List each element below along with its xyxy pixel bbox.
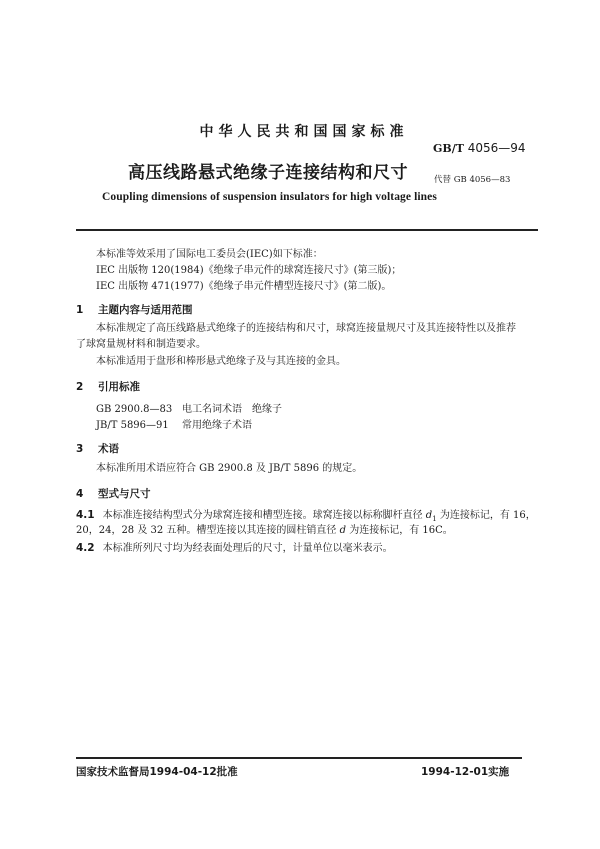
reference-title: 常用绝缘子术语 [182, 420, 252, 431]
standard-code [433, 141, 526, 155]
intro-line-1: 本标准等效采用了国际电工委员会(IEC)如下标准： [96, 249, 323, 260]
section-number: 1 [76, 304, 84, 316]
section-1-paragraph-1-cont: 了球窝量规材料和制造要求。 [76, 339, 206, 350]
reference-item [96, 418, 252, 434]
clause-number: 4.1 [76, 509, 95, 521]
footer-divider [76, 757, 522, 759]
section-heading-1 [76, 302, 193, 317]
clause-text: 本标准连接结构型式分为球窝连接和槽型连接。球窝连接以标称脚杆直径 [102, 510, 423, 521]
section-1-paragraph-1: 本标准规定了高压线路悬式绝缘子的连接结构和尺寸，球窝连接量规尺寸及其连接特性以及推荐 [96, 323, 516, 334]
section-title: 引用标准 [98, 381, 140, 393]
section-number: 3 [76, 443, 84, 455]
header-divider [76, 229, 538, 231]
reference-title: 电工名词术语 绝缘子 [182, 404, 282, 415]
section-title: 术语 [98, 443, 119, 455]
section-title: 主题内容与适用范围 [98, 304, 193, 316]
replaces-standard: 代替 GB 4056—83 [434, 175, 511, 185]
section-number: 4 [76, 488, 84, 500]
section-3-paragraph: 本标准所用术语应符合 GB 2900.8 及 JB/T 5896 的规定。 [96, 463, 363, 474]
clause-number: 4.2 [76, 542, 95, 554]
reference-item [96, 402, 282, 418]
national-standard-label: 中华人民共和国国家标准 [199, 124, 409, 140]
intro-line-2: IEC 出版物 120(1984)《绝缘子串元件的球窝连接尺寸》(第三版)； [96, 265, 402, 276]
clause-4-2 [76, 540, 393, 557]
clause-text: 20，24，28 及 32 五种。槽型连接以其连接的圆柱销直径 [76, 525, 337, 536]
approval-info: 国家技术监督局1994-04-12批准 [76, 766, 238, 778]
intro-line-3: IEC 出版物 471(1977)《绝缘子串元件槽型连接尺寸》(第二版)。 [96, 281, 392, 292]
section-title: 型式与尺寸 [98, 488, 151, 500]
clause-text: 为连接标记，有 16C。 [349, 525, 453, 536]
reference-code: JB/T 5896—91 [96, 420, 169, 431]
section-heading-3 [76, 441, 119, 456]
document-title-cn: 高压线路悬式绝缘子连接结构和尺寸 [128, 163, 408, 183]
reference-code: GB 2900.8—83 [96, 404, 173, 415]
standard-code-prefix: GB/T [433, 142, 464, 155]
clause-text: 本标准所列尺寸均为经表面处理后的尺寸，计量单位以毫米表示。 [102, 543, 393, 554]
standard-code-number: 4056—94 [467, 141, 526, 155]
section-heading-2 [76, 379, 140, 394]
section-heading-4 [76, 486, 151, 501]
section-1-paragraph-2: 本标准适用于盘形和棒形悬式绝缘子及与其连接的金具。 [96, 356, 346, 367]
diameter-subscript: 1 [432, 515, 437, 523]
document-title-en: Coupling dimensions of suspension insulators for high voltage lines [102, 191, 437, 203]
section-number: 2 [76, 381, 84, 393]
pin-diameter-symbol: d [339, 525, 347, 536]
implementation-date: 1994-12-01实施 [421, 766, 510, 778]
clause-text: 为连接标记，有 16， [439, 510, 536, 521]
clause-4-1-cont [76, 523, 453, 539]
diameter-symbol: d [425, 510, 433, 521]
